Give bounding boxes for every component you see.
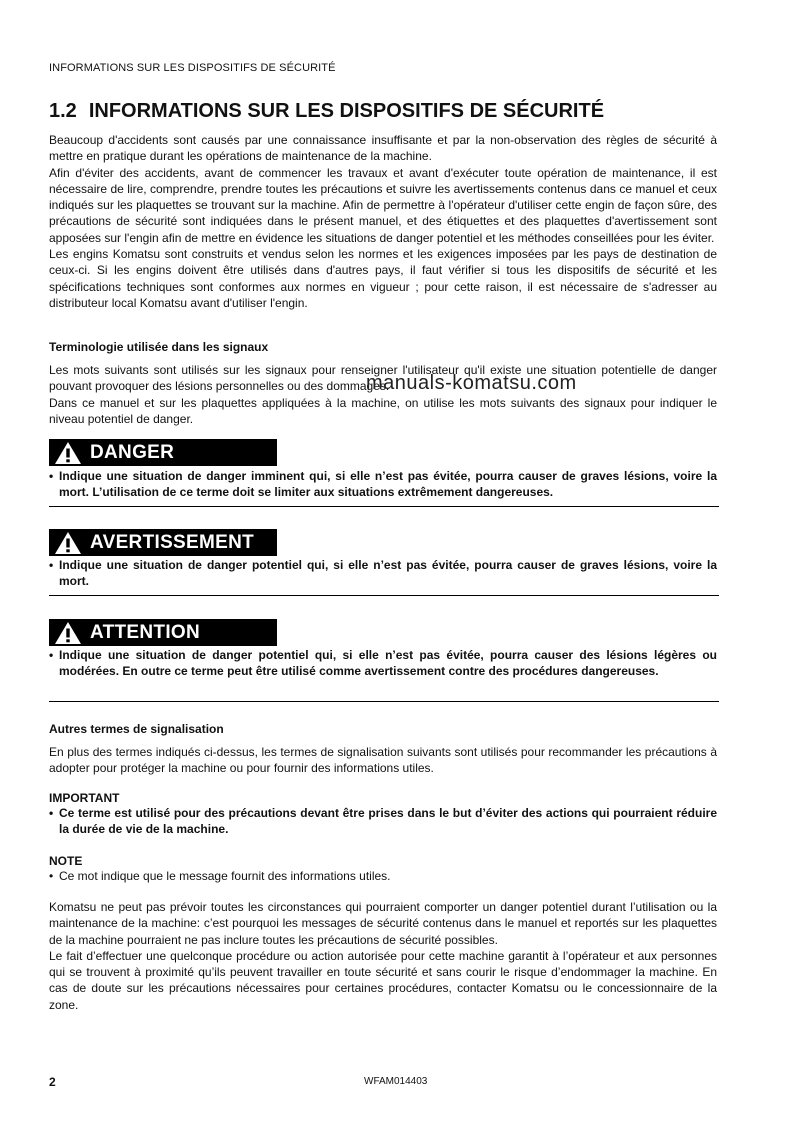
terminology-paragraph-2: Dans ce manuel et sur les plaquettes appliquées à la machine, on utilise les mots suivants des signaux pour indiquer le niveau potentiel de danger. <box>49 395 717 426</box>
danger-label-box <box>49 439 277 466</box>
warning-text: Indique une situation de danger potentiel qui, si elle n’est pas évitée, pourra causer de graves lésions, voire la mort. <box>59 558 717 589</box>
caution-label-box <box>49 619 277 646</box>
divider <box>49 595 719 596</box>
caution-label: ATTENTION <box>90 621 201 643</box>
manual-page <box>49 0 719 1123</box>
divider <box>49 701 719 702</box>
note-text: Ce mot indique que le message fournit des informations utiles. <box>59 869 391 883</box>
caution-signal <box>49 619 717 650</box>
intro-paragraph-1: Beaucoup d'accidents sont causés par une connaissance insuffisante et par la non-observation des règles de sécurité à mettre en pratique durant les opérations de maintenance de la machine. <box>49 133 717 164</box>
other-terms-heading-block <box>49 722 717 736</box>
intro-paragraph-3: Les engins Komatsu sont construits et vendus selon les normes et les exigences imposées par les pays de destination de ceux-ci. Si les engins doivent être utilisés dans d'autres pays, il faut vérifier si tous les dispositifs de sécurité et les spécifications techniques sont conformes aux normes en vigueur ; pour cette raison, il est nécessaire de s'adresser au distributeur local Komatsu avant d'utiliser l'engin. <box>49 247 717 310</box>
bullet-icon: • <box>49 806 54 820</box>
danger-signal <box>49 439 717 470</box>
warning-triangle-icon <box>54 621 82 645</box>
other-terms-heading: Autres termes de signalisation <box>49 722 224 736</box>
other-terms-text: En plus des termes indiqués ci-dessus, les termes de signalisation suivants sont utilisés pour recommander les précautions à adopter pour protéger la machine ou pour fournir des informations utiles. <box>49 745 717 776</box>
divider <box>49 506 719 507</box>
terminology-paragraph-1: Les mots suivants sont utilisés sur les signaux pour renseigner l'utilisateur qu'il existe une situation potentielle de danger pouvant provoquer des lésions personnelles ou des dommages. <box>49 363 717 394</box>
note-block <box>49 854 717 884</box>
terminology-heading-block <box>49 340 717 354</box>
closing-paragraph-2: Le fait d’effectuer une quelconque procédure ou action autorisée pour cette machine garantit à l’opérateur et aux personnes qui se trouvent à proximité qu’ils peuvent travailler en toute sécurité et sans courir le risque d’endommager la machine. En cas de doute sur les précautions nécessaires pour certaines procédures, contacter Komatsu ou le concessionnaire de la zone. <box>49 948 717 1012</box>
bullet-icon: • <box>49 869 54 883</box>
warning-triangle-icon <box>54 531 82 555</box>
bullet-icon: • <box>49 648 54 662</box>
important-text: Ce terme est utilisé pour des précautions devant être prises dans le but d’éviter des actions qui pourraient réduire la durée de vie de la machine. <box>59 806 717 837</box>
other-terms-text-block <box>49 744 717 777</box>
intro-text <box>49 132 717 311</box>
danger-description <box>49 468 717 501</box>
running-header: INFORMATIONS SUR LES DISPOSITIFS DE SÉCURITÉ <box>49 62 336 74</box>
caution-description <box>49 647 717 680</box>
warning-triangle-icon <box>54 441 82 465</box>
bullet-icon: • <box>49 469 54 483</box>
document-code: WFAM014403 <box>364 1076 428 1087</box>
warning-signal <box>49 529 717 560</box>
closing-text <box>49 899 717 1013</box>
warning-label-box <box>49 529 277 556</box>
terminology-heading: Terminologie utilisée dans les signaux <box>49 340 269 354</box>
important-block <box>49 791 717 838</box>
section-title-text: INFORMATIONS SUR LES DISPOSITIFS DE SÉCURITÉ <box>88 100 605 122</box>
intro-paragraph-2: Afin d'éviter des accidents, avant de commencer les travaux et avant d'exécuter toute opération de maintenance, il est nécessaire de lire, comprendre, prendre toutes les précautions et suivre les avertissements contenus dans ce manuel et ceux indiqués sur les plaquettes se trouvant sur la machine. Afin de permettre à l'opérateur d'utiliser cette engin de façon sûre, des précautions de sécurité sont indiquées dans le présent manuel, et des étiquettes et des plaquettes d'avertissement sont apposées sur l'engin afin de mettre en évidence les situations de danger potentiel et les méthodes conseillées pour les éviter. <box>49 165 717 245</box>
section-title <box>49 100 604 123</box>
bullet-icon: • <box>49 558 54 572</box>
danger-label: DANGER <box>90 441 175 463</box>
warning-label: AVERTISSEMENT <box>90 531 255 553</box>
danger-text: Indique une situation de danger imminent qui, si elle n’est pas évitée, pourra causer de graves lésions, voire la mort. L’utilisation de ce terme doit se limiter aux situations extrêmement dangereuses. <box>59 469 717 500</box>
page-number: 2 <box>49 1075 56 1089</box>
note-label: NOTE <box>49 854 83 868</box>
section-number: 1.2 <box>49 100 77 122</box>
watermark: manuals-komatsu.com <box>366 372 577 394</box>
important-label: IMPORTANT <box>49 791 120 805</box>
caution-text: Indique une situation de danger potentiel qui, si elle n’est pas évitée, pourra causer des lésions légères ou modérées. En outre ce terme peut être utilisé comme avertissement contre des procédures dangereuses. <box>59 648 717 679</box>
closing-paragraph-1: Komatsu ne peut pas prévoir toutes les circonstances qui pourraient comporter un danger potentiel durant l’utilisation ou la maintenance de la machine: c’est pourquoi les messages de sécurité contenus dans le manuel et reportés sur les plaquettes de la machine pourraient ne pas inclure toutes les précautions de sécurité possibles. <box>49 900 717 947</box>
warning-description <box>49 557 717 590</box>
